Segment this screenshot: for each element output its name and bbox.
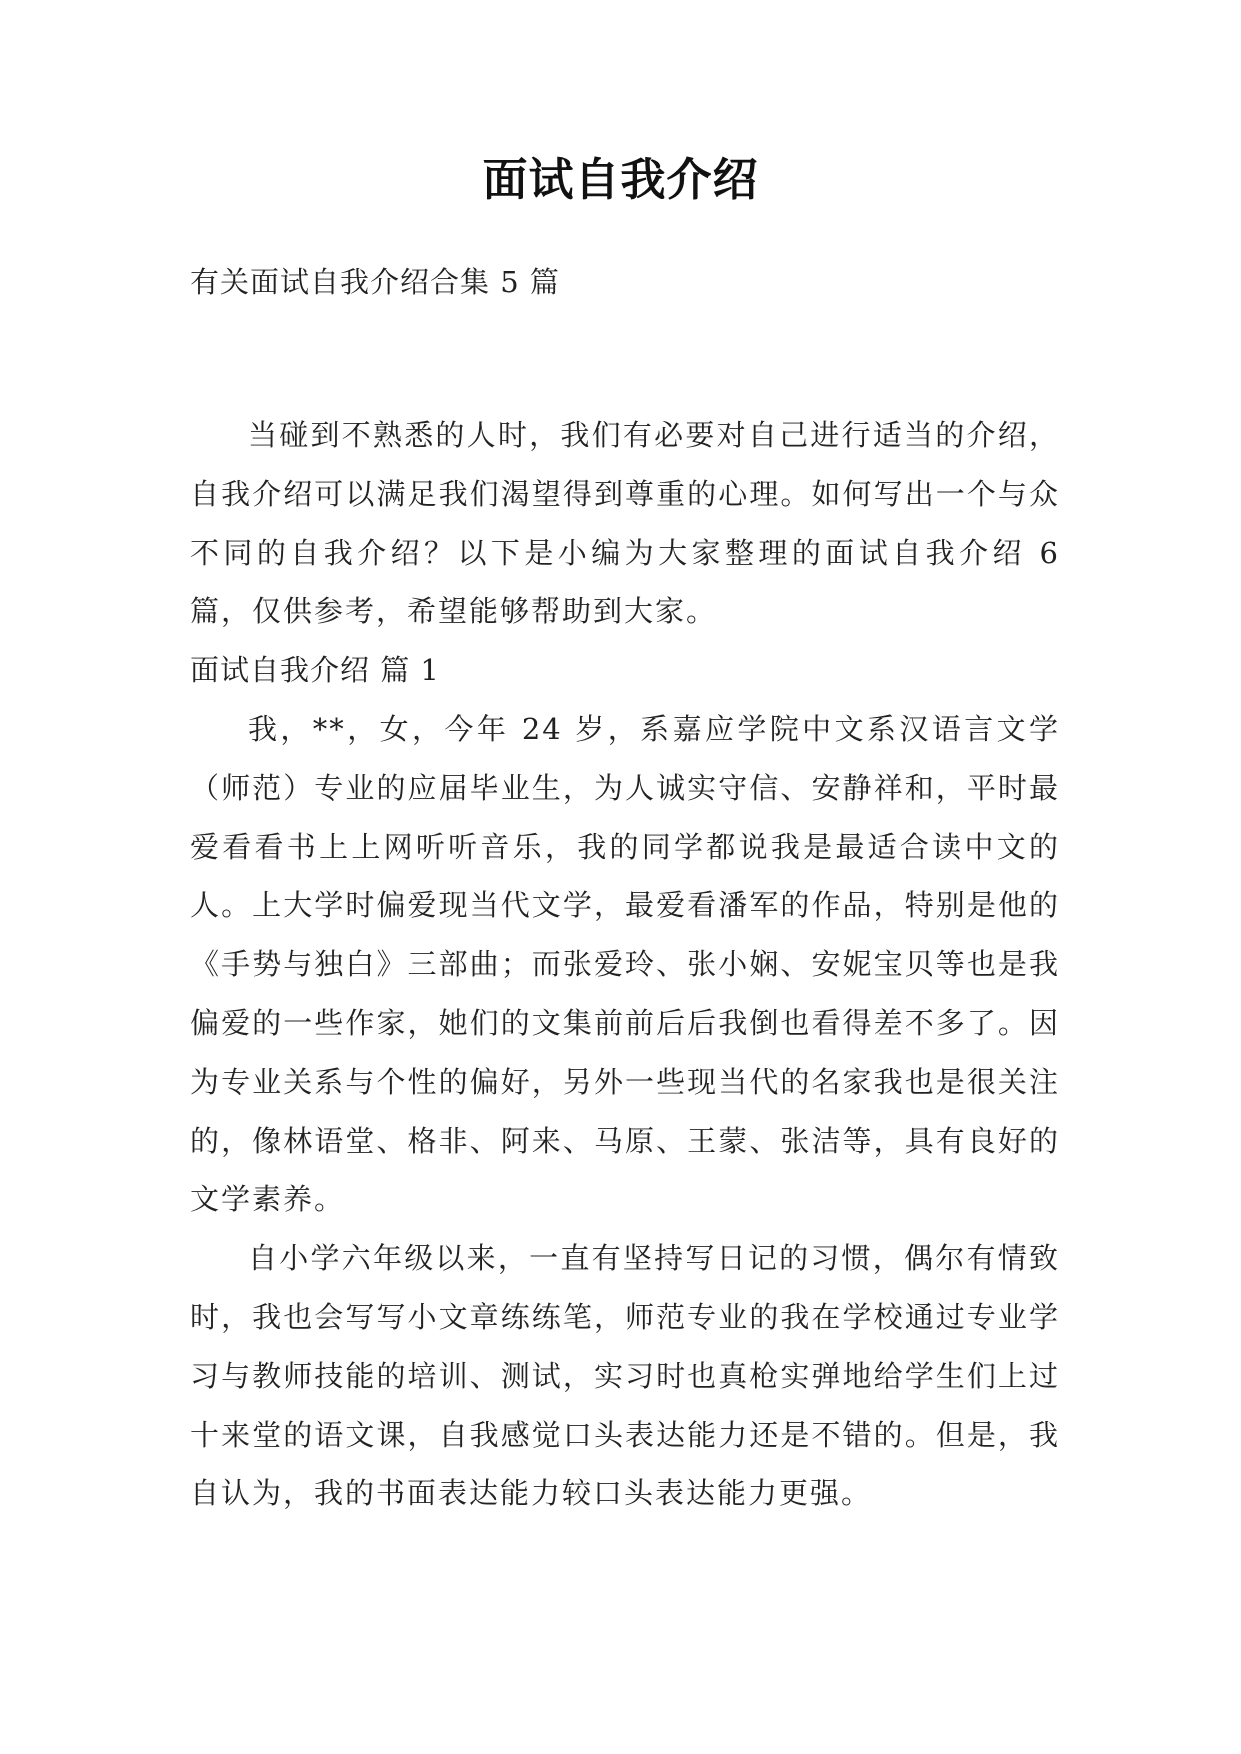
body-paragraph: 我，**，女，今年 24 岁，系嘉应学院中文系汉语言文学（师范）专业的应届毕业生，为人诚实守信、安静祥和，平时最爱看看书上上网听听音乐，我的同学都说我是最适合读中文的人。上大学时偏爱现当代文学，最爱看潘军的作品，特别是他的《手势与独白》三部曲；而张爱玲、张小娴、安妮宝贝等也是我偏爱的一些作家，她们的文集前前后后我倒也看得差不多了。因为专业关系与个性的偏好，另外一些现当代的名家我也是很关注的，像林语堂、格非、阿来、马原、王蒙、张洁等，具有良好的文学素养。 xyxy=(190,711,1060,1217)
section-heading: 面试自我介绍 篇 1 xyxy=(190,653,440,688)
document-subtitle: 有关面试自我介绍合集 5 篇 xyxy=(190,265,560,299)
document-body xyxy=(190,406,1060,1523)
body-paragraph: 自小学六年级以来，一直有坚持写日记的习惯，偶尔有情致时，我也会写写小文章练练笔，师范专业的我在学校通过专业学习与教师技能的培训、测试，实习时也真枪实弹地给学生们上过十来堂的语文课，自我感觉口头表达能力还是不错的。但是，我自认为，我的书面表达能力较口头表达能力更强。 xyxy=(190,1241,1060,1511)
document-title: 面试自我介绍 xyxy=(482,153,759,206)
intro-paragraph: 当碰到不熟悉的人时，我们有必要对自己进行适当的介绍，自我介绍可以满足我们渴望得到尊重的心理。如何写出一个与众不同的自我介绍？以下是小编为大家整理的面试自我介绍 6 篇，仅供参考，希望能够帮助到大家。 xyxy=(190,418,1060,629)
